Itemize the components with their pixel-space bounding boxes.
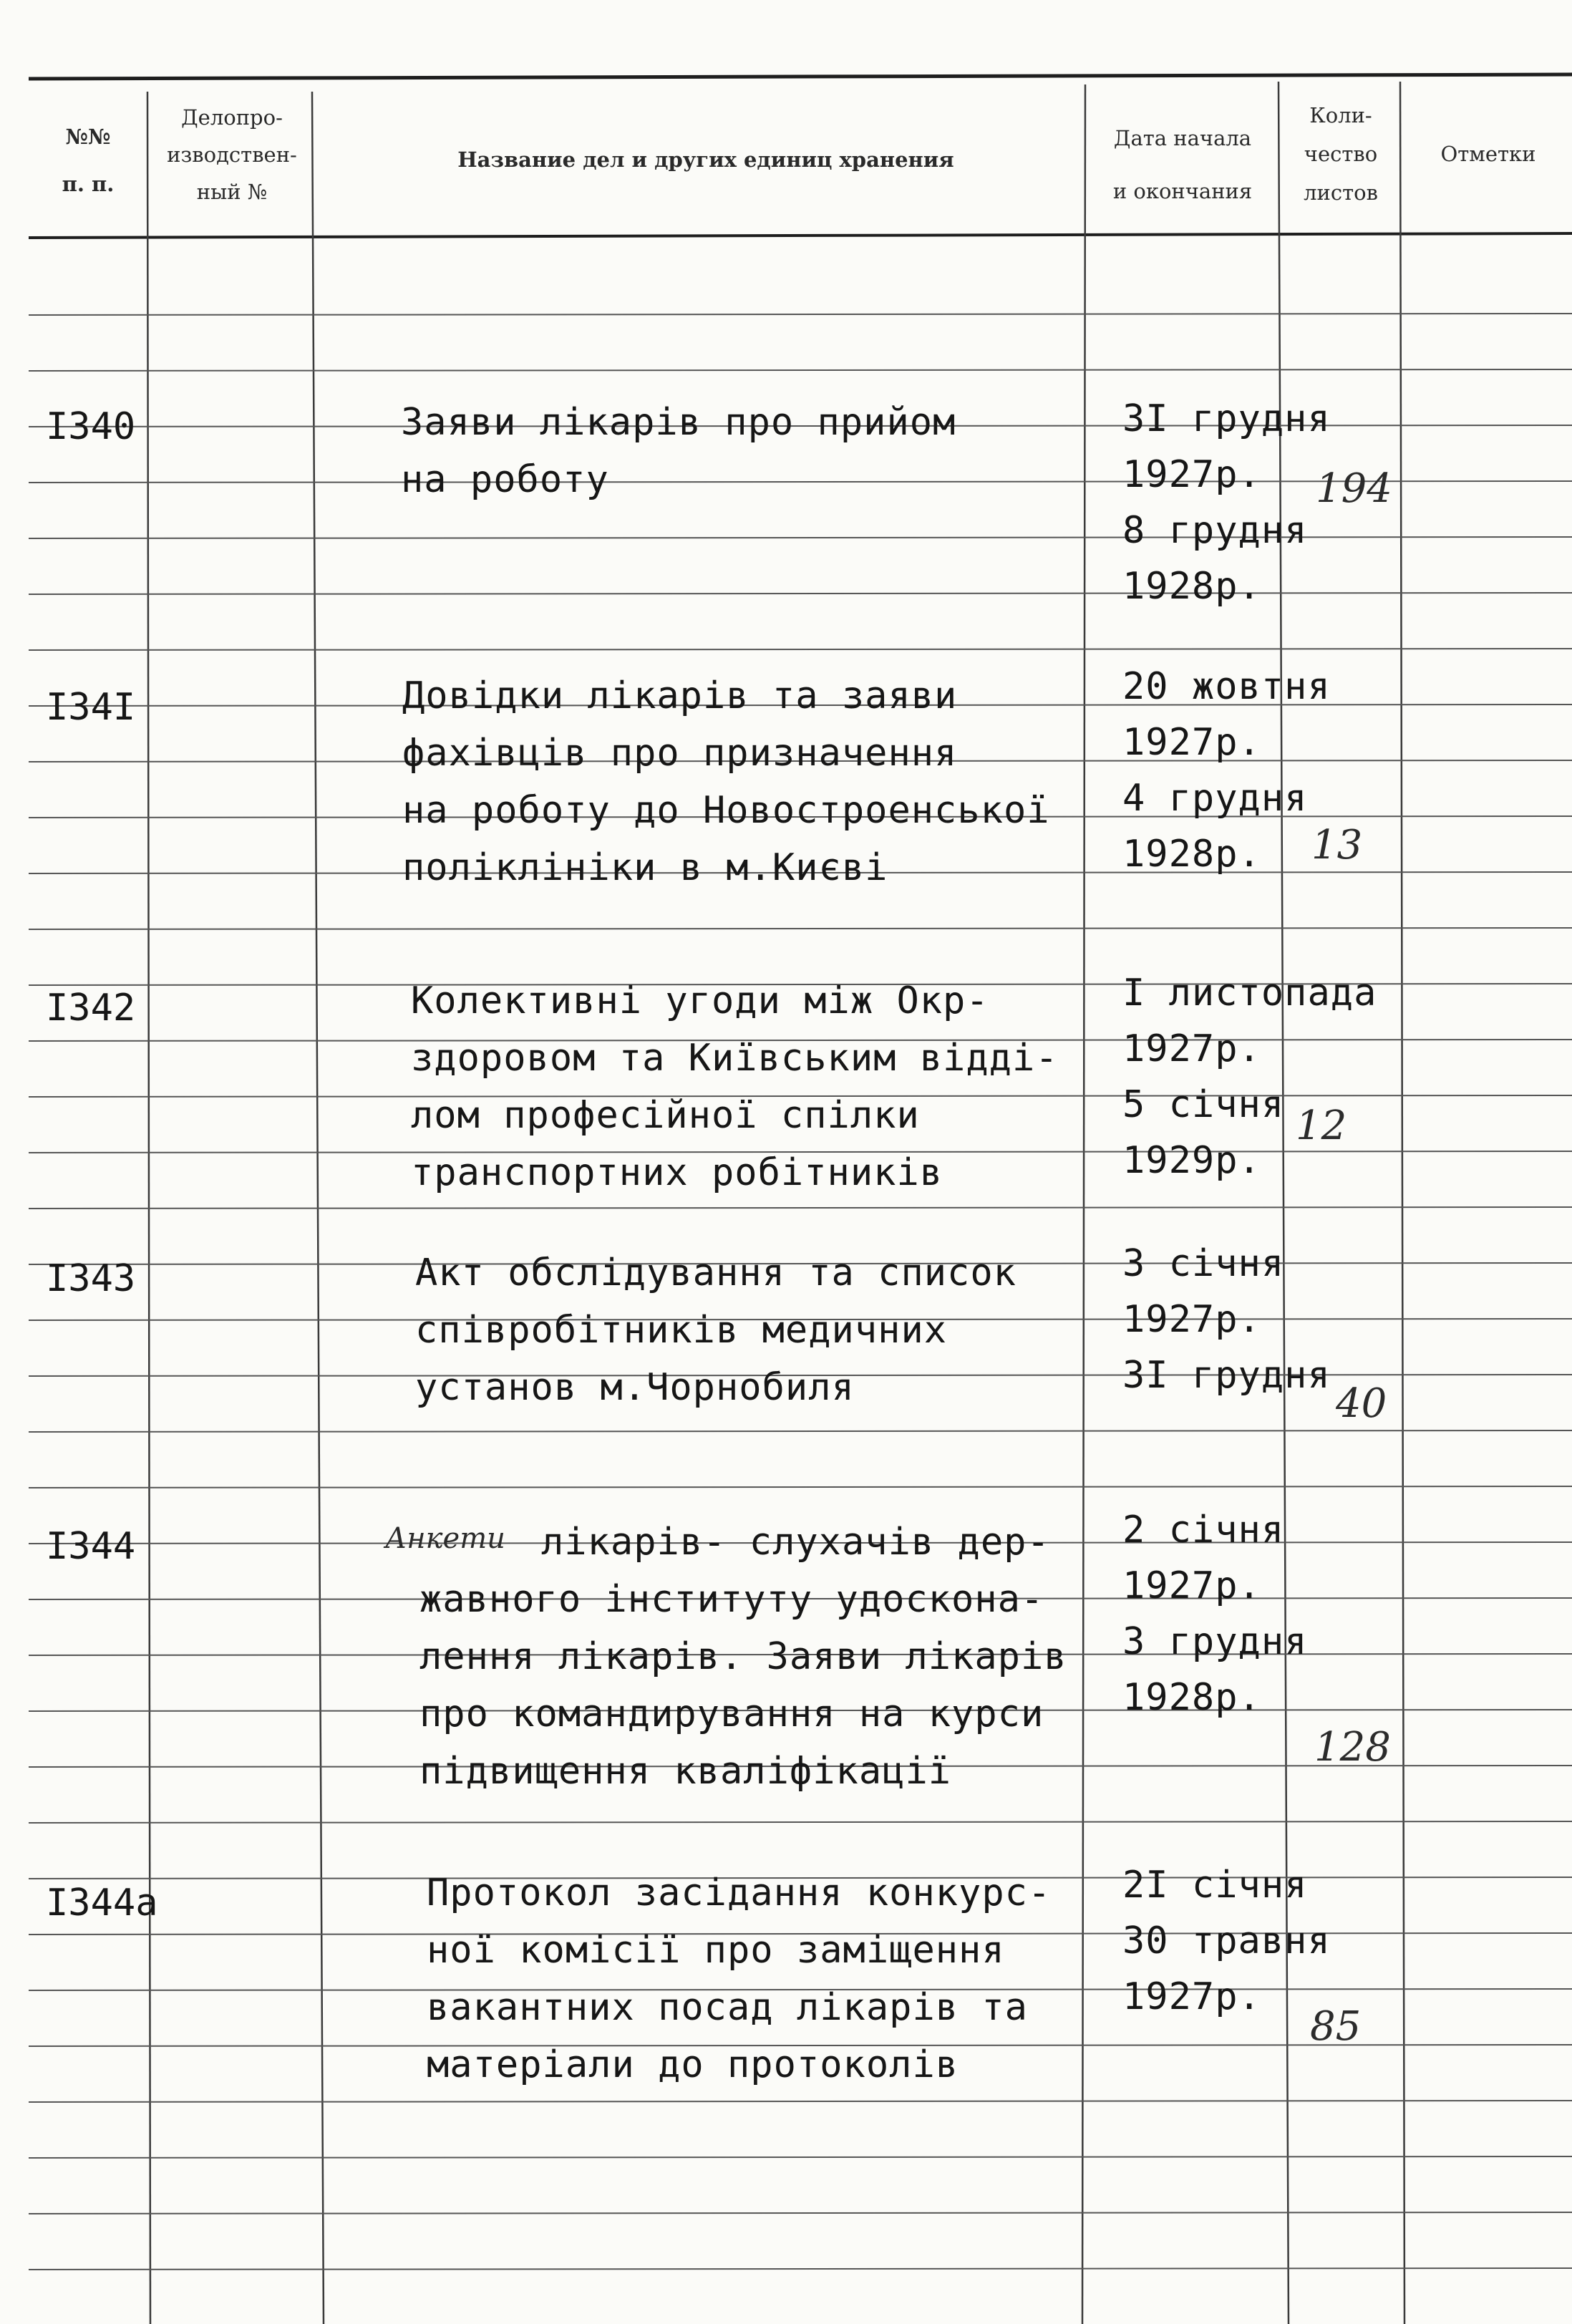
header-notes: Отметки	[1440, 142, 1536, 166]
sheet-count: 40	[1336, 1380, 1387, 1427]
date-line: 3I грудня	[1122, 397, 1331, 440]
date-line: 20 жовтня	[1122, 665, 1331, 708]
title-line: Довідки лікарів та заяви	[402, 674, 958, 717]
date-line: 5 січня	[1122, 1083, 1285, 1126]
date-line: 1927р.	[1122, 1564, 1261, 1607]
sheet-count: 12	[1296, 1103, 1347, 1149]
header-bottom-rule	[29, 233, 1572, 238]
date-line: 1928р.	[1122, 565, 1261, 608]
title-line: Акт обслідування та список	[415, 1251, 1017, 1294]
entry-dates	[1122, 659, 1331, 882]
row-rule	[29, 593, 1572, 594]
row-rule	[29, 2212, 1572, 2214]
entry-number: I340	[46, 405, 136, 448]
entry-dates	[1122, 1502, 1307, 1725]
title-line: лення лікарів. Заяви лікарів	[419, 1635, 1067, 1678]
row-rule	[29, 314, 1572, 315]
row-rule	[29, 649, 1572, 650]
row-rule	[29, 1821, 1572, 1823]
row-rule	[29, 928, 1572, 929]
date-line: 3 січня	[1122, 1242, 1285, 1285]
entry-title	[401, 394, 956, 508]
title-line: Колективні угоди між Окр-	[411, 979, 989, 1022]
sheet-count: 13	[1311, 822, 1363, 868]
row-rule	[29, 2268, 1572, 2270]
entry-number: I342	[46, 987, 136, 1030]
entry-number: I343	[46, 1257, 136, 1300]
date-line: I листопада	[1122, 972, 1377, 1015]
handwritten-prefix: Анкети	[385, 1522, 505, 1555]
entry-title	[411, 972, 1059, 1201]
date-line: 4 грудня	[1122, 777, 1308, 820]
header-office-number: Делопро- изводствен- ный №	[167, 105, 297, 204]
date-line: 1927р.	[1122, 453, 1261, 496]
title-line: матеріали до протоколів	[427, 2043, 959, 2086]
row-rule	[29, 537, 1572, 538]
entry-title	[415, 1244, 1017, 1416]
entry-title	[427, 1864, 1051, 2093]
title-line: Заяви лікарів про прийом	[401, 401, 956, 444]
sheet-count: 85	[1310, 2003, 1362, 2050]
title-line: Протокол засідання конкурс-	[427, 1872, 1052, 1914]
entry-title	[419, 1514, 1067, 1800]
date-line: 8 грудня	[1122, 509, 1308, 552]
header-number: №№ п. п.	[62, 125, 115, 196]
row-rule	[29, 1486, 1572, 1488]
sheet-count: 194	[1316, 465, 1392, 512]
column-rule	[1082, 84, 1085, 2324]
row-rule	[29, 1207, 1572, 1209]
title-line: транспортних робітників	[411, 1151, 943, 1194]
row-rule	[29, 369, 1572, 371]
date-line: 1927р.	[1122, 1975, 1261, 2018]
entry-number: I34I	[46, 686, 136, 729]
date-line: 1927р.	[1122, 1027, 1261, 1070]
date-line: 30 травня	[1122, 1919, 1331, 1962]
date-line: 1929р.	[1122, 1139, 1261, 1182]
date-line: 1927р.	[1122, 721, 1261, 764]
header-dates: Дата начала и окончания	[1112, 126, 1253, 203]
title-line: жавного інституту удоскона-	[419, 1578, 1044, 1621]
title-line: поліклініки в м.Києві	[402, 846, 888, 889]
entry-dates	[1122, 1236, 1331, 1403]
title-line: ної комісії про заміщення	[427, 1929, 1005, 1972]
date-line: 1928р.	[1122, 833, 1261, 876]
entry-title	[402, 667, 1050, 896]
column-rule	[1400, 82, 1404, 2324]
title-line: здоровом та Київським відді-	[411, 1037, 1059, 1080]
sheet-count: 128	[1314, 1724, 1391, 1771]
date-line: 3I грудня	[1122, 1354, 1331, 1397]
entry-number: I344а	[46, 1882, 158, 1924]
title-line: установ м.Чорнобиля	[415, 1366, 855, 1409]
header-top-rule	[29, 74, 1572, 79]
title-line: про командирування на курси	[419, 1693, 1044, 1735]
title-line: на роботу	[401, 458, 609, 501]
entry-dates	[1122, 391, 1331, 614]
title-line: співробітників медичних	[415, 1309, 948, 1352]
title-line: фахівців про призначення	[402, 732, 958, 775]
date-line: 2 січня	[1122, 1509, 1285, 1551]
date-line: 2I січня	[1122, 1864, 1308, 1907]
header-sheet-count: Коли- чество листов	[1304, 103, 1378, 205]
title-line: лікарів- слухачів дер-	[541, 1521, 1050, 1564]
row-rule	[29, 2156, 1572, 2158]
date-line: 1927р.	[1122, 1298, 1261, 1341]
header-title: Название дел и других единиц хранения	[457, 147, 954, 172]
entry-dates	[1122, 1857, 1331, 2025]
row-rule	[29, 2101, 1572, 2102]
row-rule	[29, 1430, 1572, 1432]
entry-number: I344	[46, 1525, 136, 1568]
title-line: підвищення кваліфікації	[419, 1750, 952, 1793]
entry-dates	[1122, 965, 1377, 1188]
date-line: 1928р.	[1122, 1676, 1261, 1719]
title-line: на роботу до Новостроенської	[402, 789, 1050, 832]
title-line: вакантних посад лікарів та	[427, 1986, 1028, 2029]
date-line: 3 грудня	[1122, 1620, 1308, 1663]
title-line: лом професійної спілки	[411, 1094, 920, 1137]
